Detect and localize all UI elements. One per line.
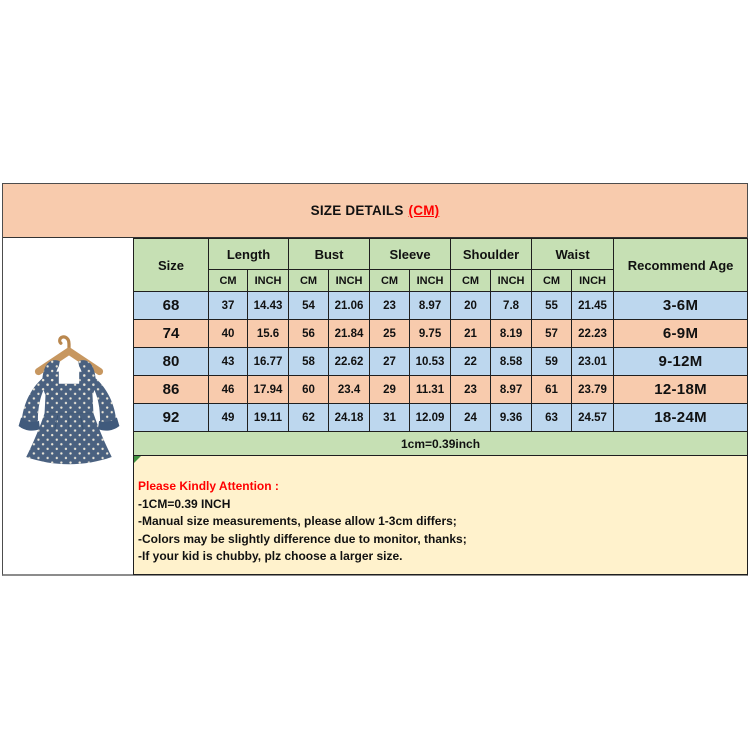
value-cell: 8.19 (491, 320, 532, 348)
cell-corner-marker (134, 456, 141, 463)
subheader-cm: CM (289, 270, 329, 292)
value-cell: 16.77 (248, 348, 289, 376)
value-cell: 21.84 (329, 320, 370, 348)
subheader-inch: INCH (248, 270, 289, 292)
attention-line: -1CM=0.39 INCH (138, 496, 231, 511)
table-row (134, 404, 748, 432)
value-cell: 49 (209, 404, 248, 432)
size-details-unit: (CM) (408, 203, 440, 218)
table-row (134, 348, 748, 376)
size-details-title: SIZE DETAILS (310, 203, 404, 218)
value-cell: 10.53 (410, 348, 451, 376)
age-cell: 3-6M (614, 292, 748, 320)
value-cell: 24 (451, 404, 491, 432)
value-cell: 62 (289, 404, 329, 432)
value-cell: 24.18 (329, 404, 370, 432)
value-cell: 58 (289, 348, 329, 376)
value-cell: 24.57 (572, 404, 614, 432)
subheader-inch: INCH (329, 270, 370, 292)
age-cell: 12-18M (614, 376, 748, 404)
age-cell: 6-9M (614, 320, 748, 348)
subheader-inch: INCH (572, 270, 614, 292)
subheader-cm: CM (370, 270, 410, 292)
value-cell: 56 (289, 320, 329, 348)
table-row (134, 292, 748, 320)
value-cell: 40 (209, 320, 248, 348)
value-cell: 31 (370, 404, 410, 432)
col-sleeve: Sleeve (370, 239, 451, 270)
size-table (133, 238, 748, 575)
value-cell: 9.75 (410, 320, 451, 348)
value-cell: 23.79 (572, 376, 614, 404)
product-image-panel (3, 238, 133, 574)
value-cell: 37 (209, 292, 248, 320)
attention-line: -Colors may be slightly difference due to monitor, thanks; (138, 531, 467, 546)
value-cell: 21 (451, 320, 491, 348)
subheader-inch: INCH (410, 270, 451, 292)
size-cell: 68 (134, 292, 209, 320)
value-cell: 27 (370, 348, 410, 376)
attention-box (134, 456, 748, 575)
attention-line: -If your kid is chubby, plz choose a larger size. (138, 549, 403, 563)
value-cell: 23 (370, 292, 410, 320)
table-row (134, 376, 748, 404)
value-cell: 54 (289, 292, 329, 320)
value-cell: 61 (532, 376, 572, 404)
value-cell: 59 (532, 348, 572, 376)
value-cell: 22.23 (572, 320, 614, 348)
size-details-banner (3, 184, 747, 238)
value-cell: 55 (532, 292, 572, 320)
subheader-cm: CM (209, 270, 248, 292)
value-cell: 23 (451, 376, 491, 404)
subheader-cm: CM (532, 270, 572, 292)
value-cell: 11.31 (410, 376, 451, 404)
col-length: Length (209, 239, 289, 270)
conversion-note-row (134, 432, 748, 456)
chart-body (3, 238, 747, 574)
value-cell: 7.8 (491, 292, 532, 320)
age-cell: 18-24M (614, 404, 748, 432)
subheader-inch: INCH (491, 270, 532, 292)
value-cell: 12.09 (410, 404, 451, 432)
attention-line: -Manual size measurements, please allow 1-3cm differs; (138, 514, 457, 528)
value-cell: 9.36 (491, 404, 532, 432)
size-cell: 86 (134, 376, 209, 404)
value-cell: 25 (370, 320, 410, 348)
value-cell: 43 (209, 348, 248, 376)
value-cell: 23.4 (329, 376, 370, 404)
value-cell: 22.62 (329, 348, 370, 376)
table-row (134, 320, 748, 348)
value-cell: 8.58 (491, 348, 532, 376)
age-cell: 9-12M (614, 348, 748, 376)
value-cell: 63 (532, 404, 572, 432)
col-bust: Bust (289, 239, 370, 270)
col-waist: Waist (532, 239, 614, 270)
size-cell: 92 (134, 404, 209, 432)
value-cell: 14.43 (248, 292, 289, 320)
value-cell: 60 (289, 376, 329, 404)
attention-row (134, 456, 748, 575)
dress-photo (13, 331, 125, 467)
value-cell: 57 (532, 320, 572, 348)
value-cell: 19.11 (248, 404, 289, 432)
value-cell: 8.97 (410, 292, 451, 320)
value-cell: 20 (451, 292, 491, 320)
table-header-row (134, 239, 748, 270)
subheader-cm: CM (451, 270, 491, 292)
value-cell: 17.94 (248, 376, 289, 404)
conversion-note: 1cm=0.39inch (134, 432, 748, 456)
value-cell: 15.6 (248, 320, 289, 348)
value-cell: 8.97 (491, 376, 532, 404)
col-recommend-age: Recommend Age (614, 239, 748, 292)
size-cell: 74 (134, 320, 209, 348)
size-cell: 80 (134, 348, 209, 376)
value-cell: 21.06 (329, 292, 370, 320)
col-size: Size (134, 239, 209, 292)
value-cell: 29 (370, 376, 410, 404)
attention-title: Please Kindly Attention : (138, 479, 279, 493)
value-cell: 22 (451, 348, 491, 376)
value-cell: 23.01 (572, 348, 614, 376)
size-chart-block (2, 183, 748, 576)
value-cell: 21.45 (572, 292, 614, 320)
col-shoulder: Shoulder (451, 239, 532, 270)
value-cell: 46 (209, 376, 248, 404)
